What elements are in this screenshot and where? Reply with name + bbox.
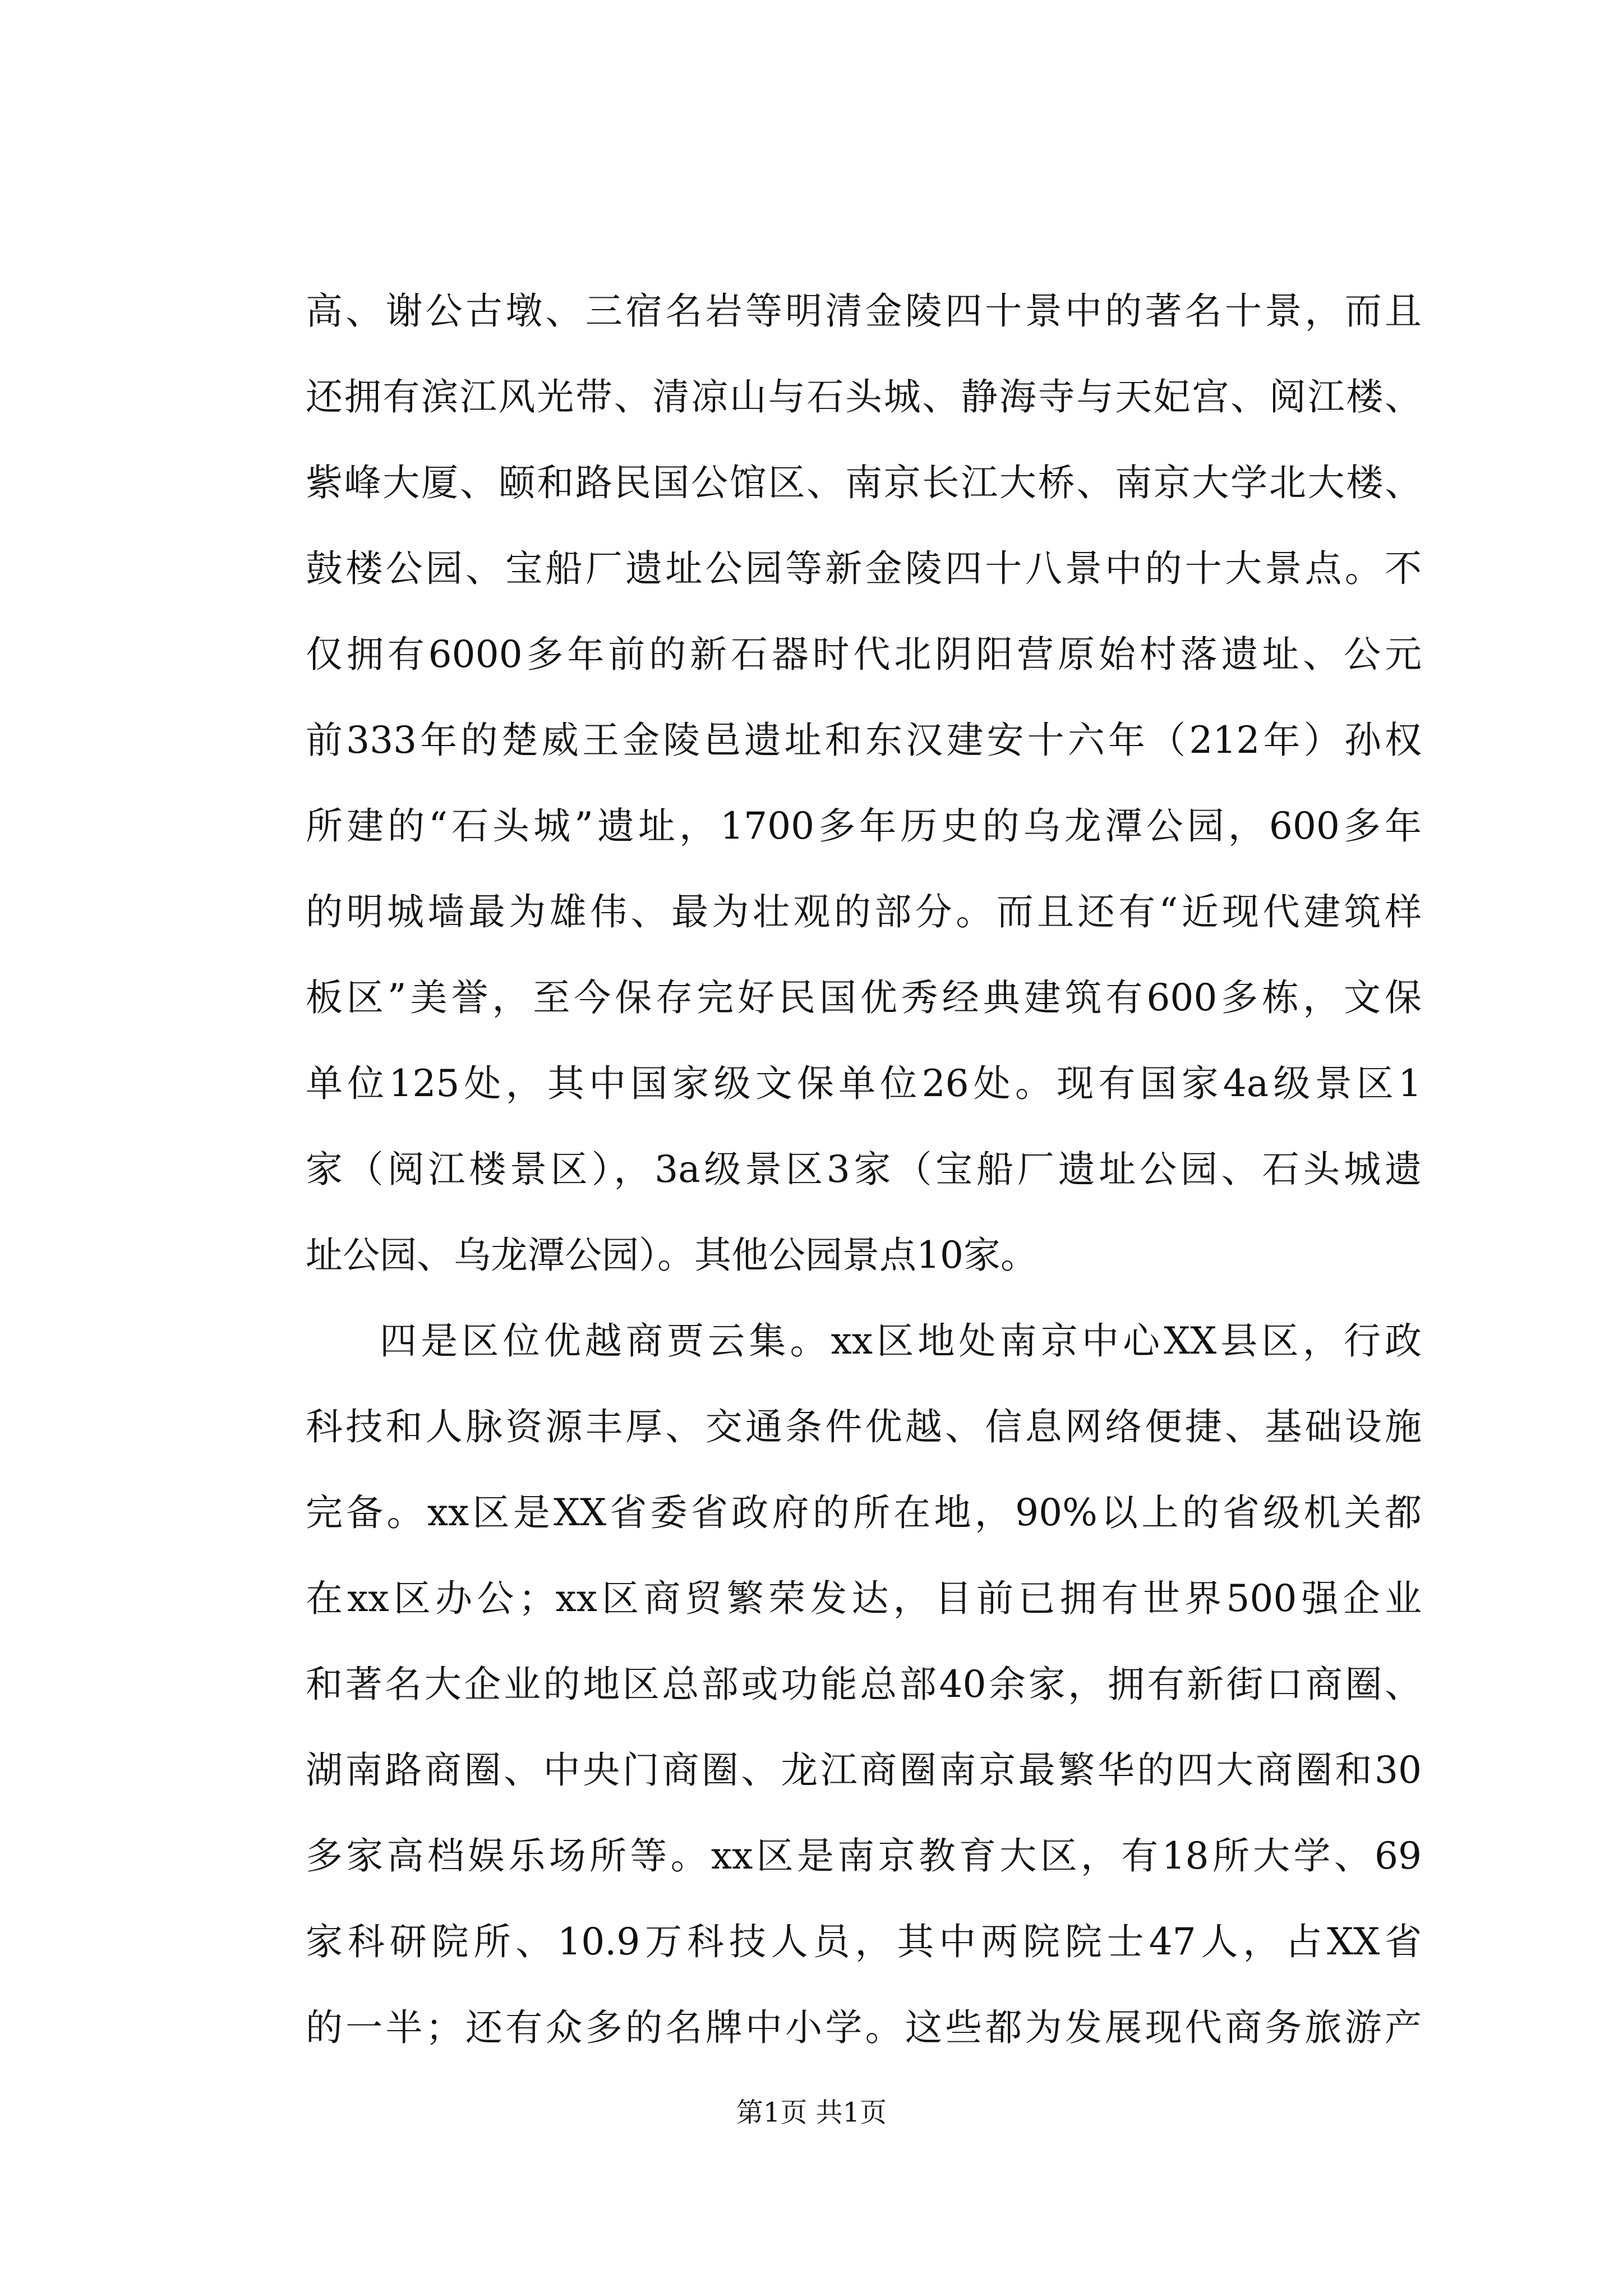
text-line: 科技和人脉资源丰厚、交通条件优越、信息网络便捷、基础设施 [306,1405,1422,1448]
text-line: 板区”美誉，至今保存完好民国优秀经典建筑有600多栋，文保 [306,976,1422,1019]
text-line: 家（阅江楼景区），3a级景区3家（宝船厂遗址公园、石头城遗 [306,1148,1422,1191]
text-line: 家科研院所、10.9万科技人员，其中两院院士47人，占XX省 [306,1920,1422,1963]
text-line: 前333年的楚威王金陵邑遗址和东汉建安十六年（212年）孙权 [306,719,1422,762]
text-line: 多家高档娱乐场所等。xx区是南京教育大区，有18所大学、69 [306,1834,1422,1878]
text-line: 址公园、乌龙潭公园）。其他公园景点10家。 [306,1234,1038,1277]
text-line: 单位125处，其中国家级文保单位26处。现有国家4a级景区1 [306,1062,1422,1105]
paragraph-scenic-spots [306,268,1422,1298]
text-line: 的明城墙最为雄伟、最为壮观的部分。而且还有“近现代建筑样 [306,890,1422,933]
text-line: 在xx区办公；xx区商贸繁荣发达，目前已拥有世界500强企业 [306,1577,1422,1620]
text-line: 紫峰大厦、颐和路民国公馆区、南京长江大桥、南京大学北大楼、 [306,461,1422,504]
text-line: 仅拥有6000多年前的新石器时代北阴阳营原始村落遗址、公元 [306,633,1422,676]
text-line: 和著名大企业的地区总部或功能总部40余家，拥有新街口商圈、 [306,1663,1422,1706]
text-line: 湖南路商圈、中央门商圈、龙江商圈南京最繁华的四大商圈和30 [306,1749,1422,1792]
text-line: 完备。xx区是XX省委省政府的所在地，90%以上的省级机关都 [306,1491,1422,1534]
text-line: 高、谢公古墩、三宿名岩等明清金陵四十景中的著名十景，而且 [306,289,1422,333]
document-body [306,268,1422,2070]
text-line: 所建的“石头城”遗址，1700多年历史的乌龙潭公园，600多年 [306,804,1422,848]
text-line: 四是区位优越商贾云集。xx区地处南京中心XX县区，行政 [380,1319,1422,1363]
text-line: 鼓楼公园、宝船厂遗址公园等新金陵四十八景中的十大景点。不 [306,547,1422,590]
paragraph-location-advantage [306,1298,1422,2070]
text-line: 还拥有滨江风光带、清凉山与石头城、静海寺与天妃宫、阅江楼、 [306,375,1422,418]
page-footer: 第1页 共1页 [736,2097,887,2128]
text-line: 的一半；还有众多的名牌中小学。这些都为发展现代商务旅游产 [306,2006,1422,2049]
